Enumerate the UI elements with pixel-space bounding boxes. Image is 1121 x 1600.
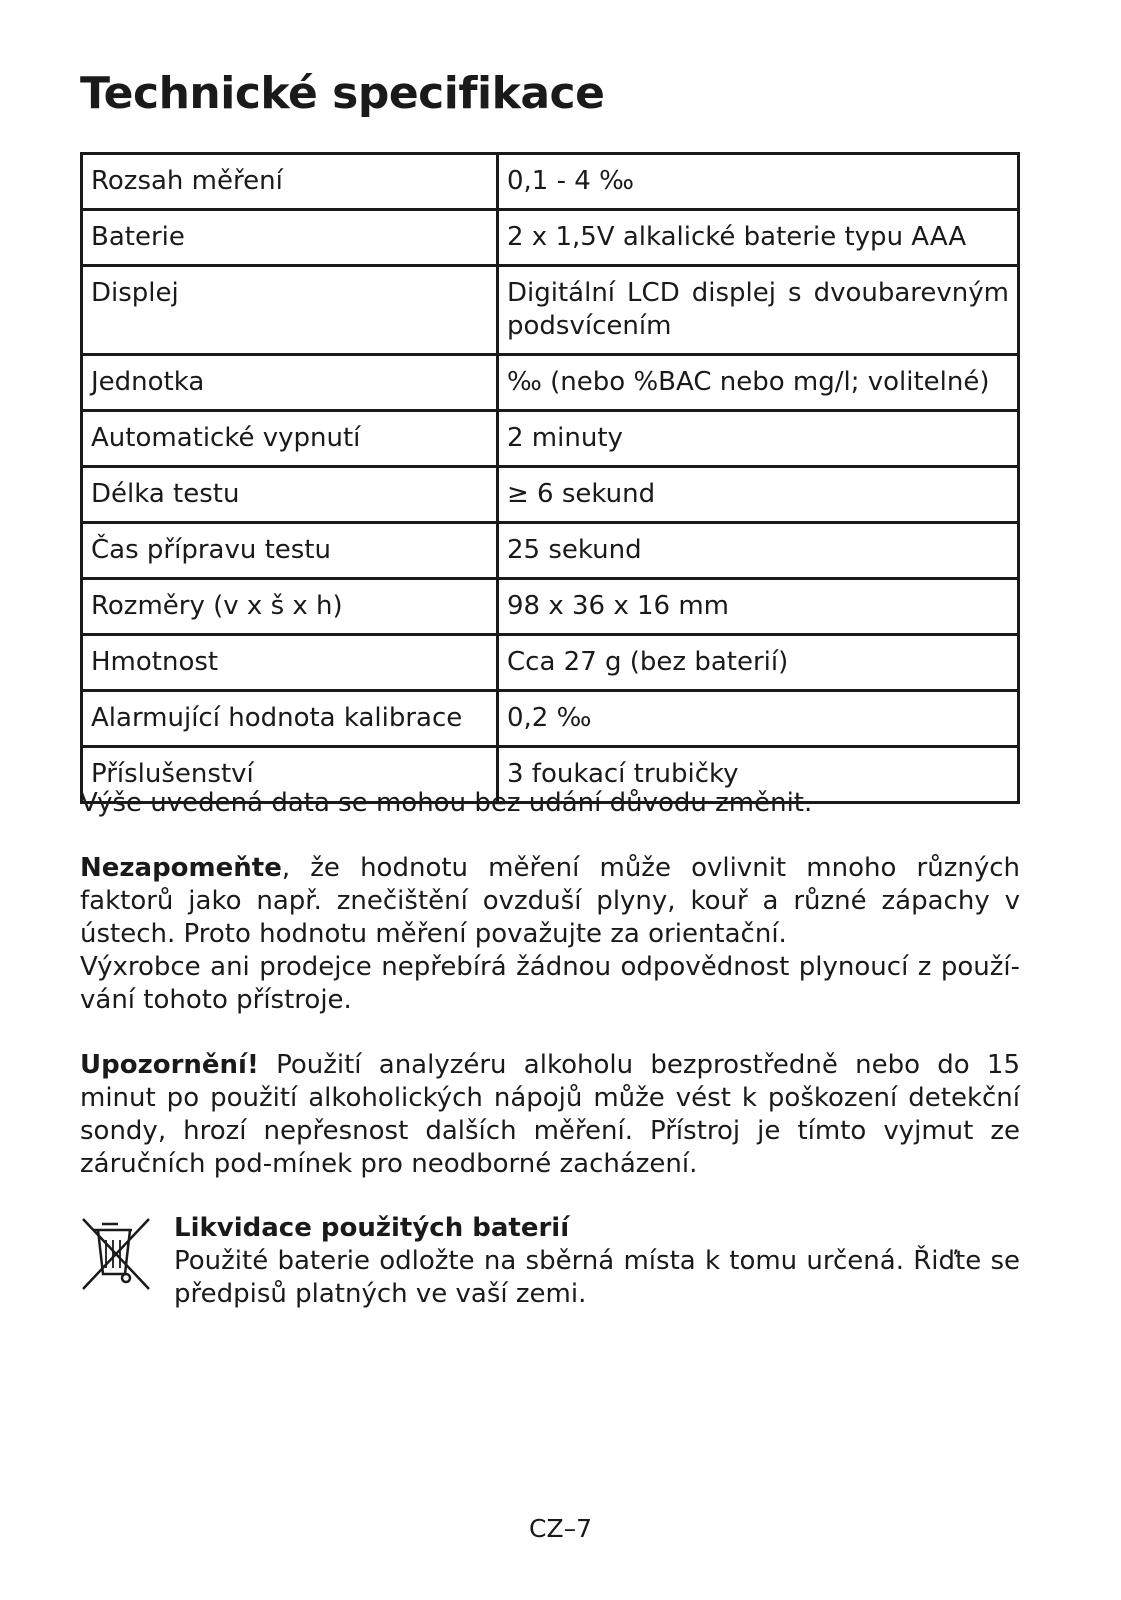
- spec-row: [82, 411, 1019, 467]
- reminder-text-2: Výxrobce ani prodejce nepřebírá žádnou odpovědnost plynoucí z použí-vání tohoto přístroje.: [80, 952, 1020, 1015]
- spec-label: Alarmující hodnota kalibrace: [82, 691, 498, 747]
- spec-row: [82, 210, 1019, 266]
- spec-label: Baterie: [82, 210, 498, 266]
- disposal-text: Použité baterie odložte na sběrná místa k tomu určená. Řiďte se předpisů platných ve vaší zemi.: [174, 1246, 1020, 1309]
- spec-label: Příslušenství: [82, 747, 498, 803]
- spec-value: 3 foukací trubičky: [498, 747, 1019, 803]
- spec-value: 0,2 ‰: [498, 691, 1019, 747]
- crossed-out-wheelie-bin-icon: [80, 1216, 152, 1292]
- spec-row: [82, 467, 1019, 523]
- spec-row: [82, 523, 1019, 579]
- spec-label: Hmotnost: [82, 635, 498, 691]
- spec-value: Digitální LCD displej s dvoubarevným podsvícením: [498, 266, 1019, 355]
- warning-text: Použití analyzéru alkoholu bezprostředně nebo do 15 minut po použití alkoholických nápojů může vést k poškození detekční sondy, hrozí nepřesnost dalších měření. Přístroj je tímto vyjmut ze záručních pod-mínek pro neodborné zacházení.: [80, 1050, 1020, 1179]
- spec-label: Čas přípravu testu: [82, 523, 498, 579]
- spec-value: ≥ 6 sekund: [498, 467, 1019, 523]
- spec-label: Automatické vypnutí: [82, 411, 498, 467]
- spec-row: [82, 266, 1019, 355]
- spec-value: 2 x 1,5V alkalické baterie typu AAA: [498, 210, 1019, 266]
- spec-table: [80, 152, 1020, 804]
- spec-value: 98 x 36 x 16 mm: [498, 579, 1019, 635]
- disposal-title: Likvidace použitých baterií: [174, 1213, 570, 1243]
- spec-value: Cca 27 g (bez baterií): [498, 635, 1019, 691]
- warning-paragraph: [80, 1049, 1020, 1181]
- spec-label: Délka testu: [82, 467, 498, 523]
- spec-value: 2 minuty: [498, 411, 1019, 467]
- spec-label: Rozsah měření: [82, 154, 498, 210]
- spec-row: [82, 635, 1019, 691]
- reminder-paragraph: [80, 852, 1020, 1017]
- page-title: Technické specifikace: [80, 68, 605, 119]
- data-change-note: Výše uvedená data se mohou bez udání důvodu změnit.: [80, 788, 813, 818]
- spec-row: [82, 154, 1019, 210]
- spec-label: Displej: [82, 266, 498, 355]
- spec-value: ‰ (nebo %BAC nebo mg/l; volitelné): [498, 355, 1019, 411]
- spec-row: [82, 579, 1019, 635]
- spec-value: 0,1 - 4 ‰: [498, 154, 1019, 210]
- warning-bold: Upozornění!: [80, 1050, 259, 1080]
- spec-row: [82, 355, 1019, 411]
- spec-label: Jednotka: [82, 355, 498, 411]
- spec-row: [82, 691, 1019, 747]
- reminder-text: , že hodnotu měření může ovlivnit mnoho různých faktorů jako např. znečištění ovzduší plyny, kouř a různé zápachy v ústech. Proto hodnotu měření považujte za orientační.: [80, 853, 1020, 949]
- spec-label: Rozměry (v x š x h): [82, 579, 498, 635]
- spec-value: 25 sekund: [498, 523, 1019, 579]
- page-number: CZ–7: [529, 1514, 592, 1543]
- reminder-bold: Nezapomeňte: [80, 853, 282, 883]
